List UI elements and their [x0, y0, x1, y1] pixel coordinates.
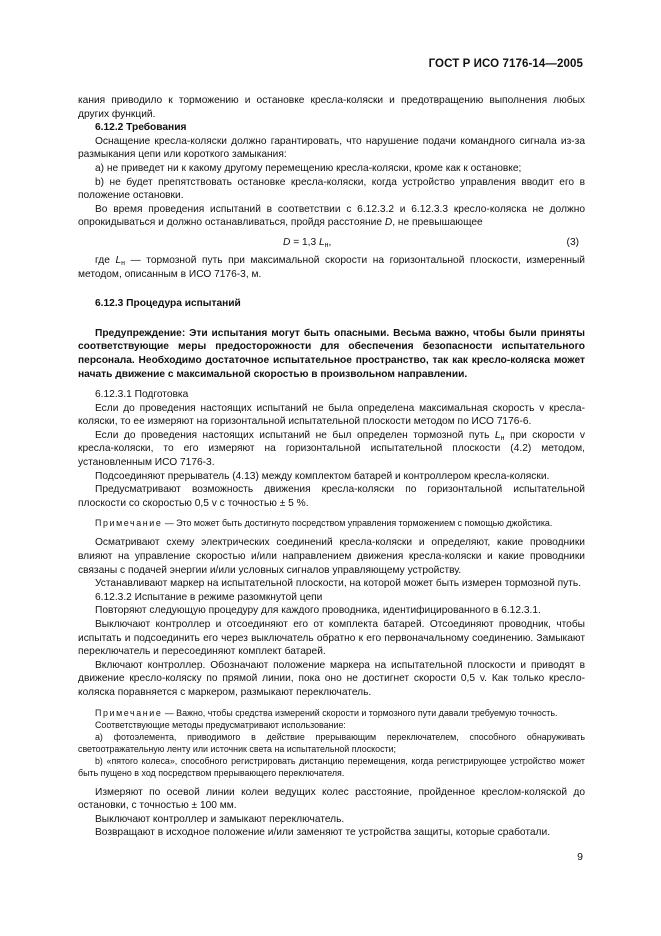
paragraph-close-switch: Выключают контроллер и замыкают переключатель. [95, 813, 345, 825]
note-label: Примечание [95, 518, 163, 529]
paragraph-return: Возвращают в исходное положение и/или заменяют те устройства защиты, которые сработали. [95, 827, 551, 839]
note-label: Примечание [95, 707, 163, 718]
paragraph-continuation: кания приводило к торможению и остановке кресла-коляски и предотвращению выполнения любых других функций. [78, 95, 585, 120]
paragraph-repeat: Повторяют следующую процедуру для каждого проводника, идентифицированного в 6.12.3.1. [95, 605, 541, 617]
formula-number: (3) [566, 236, 579, 248]
subsection-heading-6-12-3-1: 6.12.3.1 Подготовка [95, 389, 189, 401]
requirement-item-a: a) не приведет ни к какому другому перемещению кресла-коляски, кроме как к остановке; [95, 162, 522, 174]
paragraph-switch-off: Выключают контроллер и отсоединяют его от комплекта батарей. Отсоединяют проводник, чтобы испытать и подсоединить его через выключатель обратно к его первоначальному соединению. Замыкают переключатель и пересоединяют комплект батарей. [78, 619, 585, 658]
where-l: L [115, 254, 122, 266]
formula-expression [283, 236, 331, 250]
formula-subscript: н [324, 241, 329, 249]
paragraph-prep-interrupter: Подсоединяют прерыватель (4.13) между комплектом батарей и контроллером кресла-коляски. [95, 470, 550, 482]
method-item-b: b) «пятого колеса», способного регистрировать дистанцию перемещения, когда регистрирующее устройство может быть пущено в ход посредством прерывающего переключателя. [78, 755, 585, 778]
formula-mid: = 1,3 [290, 236, 319, 248]
paragraph-measure: Измеряют по осевой линии колеи ведущих колес расстояние, пройденное креслом-коляской до остановки, с точностью ± 100 мм. [78, 786, 585, 812]
variable-d: D [384, 217, 393, 229]
formula-l: L [318, 236, 325, 248]
formula-tail: , [328, 236, 332, 248]
paragraph-prep-speed: Если до проведения настоящих испытаний не была определена максимальная скорость v кресла-коляски, то ее измеряют на горизонтальной испытательной плоскости методом по ИСО 7176-6. [78, 402, 585, 428]
where-text: — тормозной путь при максимальной скорости на горизонтальной плоскости, измеренный методом, описанным в ИСО 7176-3, м. [78, 254, 585, 280]
paragraph-where [78, 254, 585, 281]
note-text: — Это может быть достигнуто посредством управления торможением с помощью джойстика. [162, 518, 553, 529]
formula-3 [78, 234, 585, 252]
prep-braking-a: Если до проведения настоящих испытаний не был определен тормозной путь [95, 429, 495, 441]
subsection-heading-6-12-3-2: 6.12.3.2 Испытание в режиме разомкнутой цепи [95, 591, 323, 603]
paragraph-switch-on: Включают контроллер. Обозначают положение маркера на испытательной плоскости и приводят в движение кресло-коляску по прямой линии, пока оно не достигнет скорости 0,5 v. Как только кресло-коляска поравняется с маркером, размыкают переключатель. [78, 659, 585, 698]
formula-lhs: D [283, 236, 291, 248]
note-accuracy [78, 707, 585, 719]
paragraph-prep-motion: Предусматривают возможность движения кресла-коляски по горизонтальной испытательной плоскости со скоростью 0,5 v с точностью ± 5 %. [78, 484, 585, 509]
note-joystick [78, 517, 585, 529]
prep-braking-b: при скорости v кресла-коляски, то его измеряют на горизонтальной испытательной плоскости (4.2) методом, установленным ИСО 7176-3. [78, 429, 585, 469]
paragraph-prep-braking [78, 429, 585, 470]
distance-text-end: , не превышающее [392, 217, 483, 229]
section-heading-6-12-2: 6.12.2 Требования [95, 122, 187, 134]
paragraph-requirements: Оснащение кресла-коляски должно гарантировать, что нарушение подачи командного сигнала из-за размыкания цепи или короткого замыкания: [78, 135, 585, 161]
distance-text: Во время проведения испытаний в соответствии с 6.12.3.2 и 6.12.3.3 кресло-коляска не должно опрокидываться и должно останавливаться, пройдя расстояние [78, 203, 585, 229]
methods-intro: Соответствующие методы предусматривают использование: [95, 719, 346, 730]
where-prefix: где [95, 254, 116, 266]
paragraph-inspect: Осматривают схему электрических соединений кресла-коляски и определяют, какие проводники влияют на управление скоростью и/или направлением движения кресла-коляски и какие проводники связаны с подачей энергии и/или условных сигналов управляющему устройству. [78, 537, 585, 576]
requirement-item-b: b) не будет препятствовать остановке кресла-коляски, когда устройство управления вводит его в положение остановки. [78, 176, 585, 202]
document-header-title: ГОСТ Р ИСО 7176-14—2005 [428, 58, 583, 70]
method-item-a: a) фотоэлемента, приводимого в действие прерывающим переключателем, способного обнаруживать светоотражательную ленту или источник света на испытательной плоскости; [78, 731, 585, 754]
paragraph-marker: Устанавливают маркер на испытательной плоскости, на которой может быть измерен тормозной путь. [95, 578, 582, 590]
paragraph-distance [78, 203, 585, 230]
page-number: 9 [577, 851, 583, 863]
where-subscript: н [121, 259, 125, 267]
section-heading-6-12-3: 6.12.3 Процедура испытаний [95, 298, 241, 310]
prep-braking-subscript: н [500, 434, 505, 442]
document-body [78, 94, 585, 840]
warning-block: Предупреждение: Эти испытания могут быть опасными. Весьма важно, чтобы были приняты соответствующие меры предосторожности для обеспечения безопасности испытательного персонала. Необходимо достаточное испытательное пространство, так как кресло-коляска может начать движение с максимальной скоростью в произвольном направлении. [78, 327, 585, 380]
prep-braking-l: L [494, 429, 501, 441]
note-text: — Важно, чтобы средства измерений скорости и тормозного пути давали требуемую точность. [162, 707, 558, 718]
